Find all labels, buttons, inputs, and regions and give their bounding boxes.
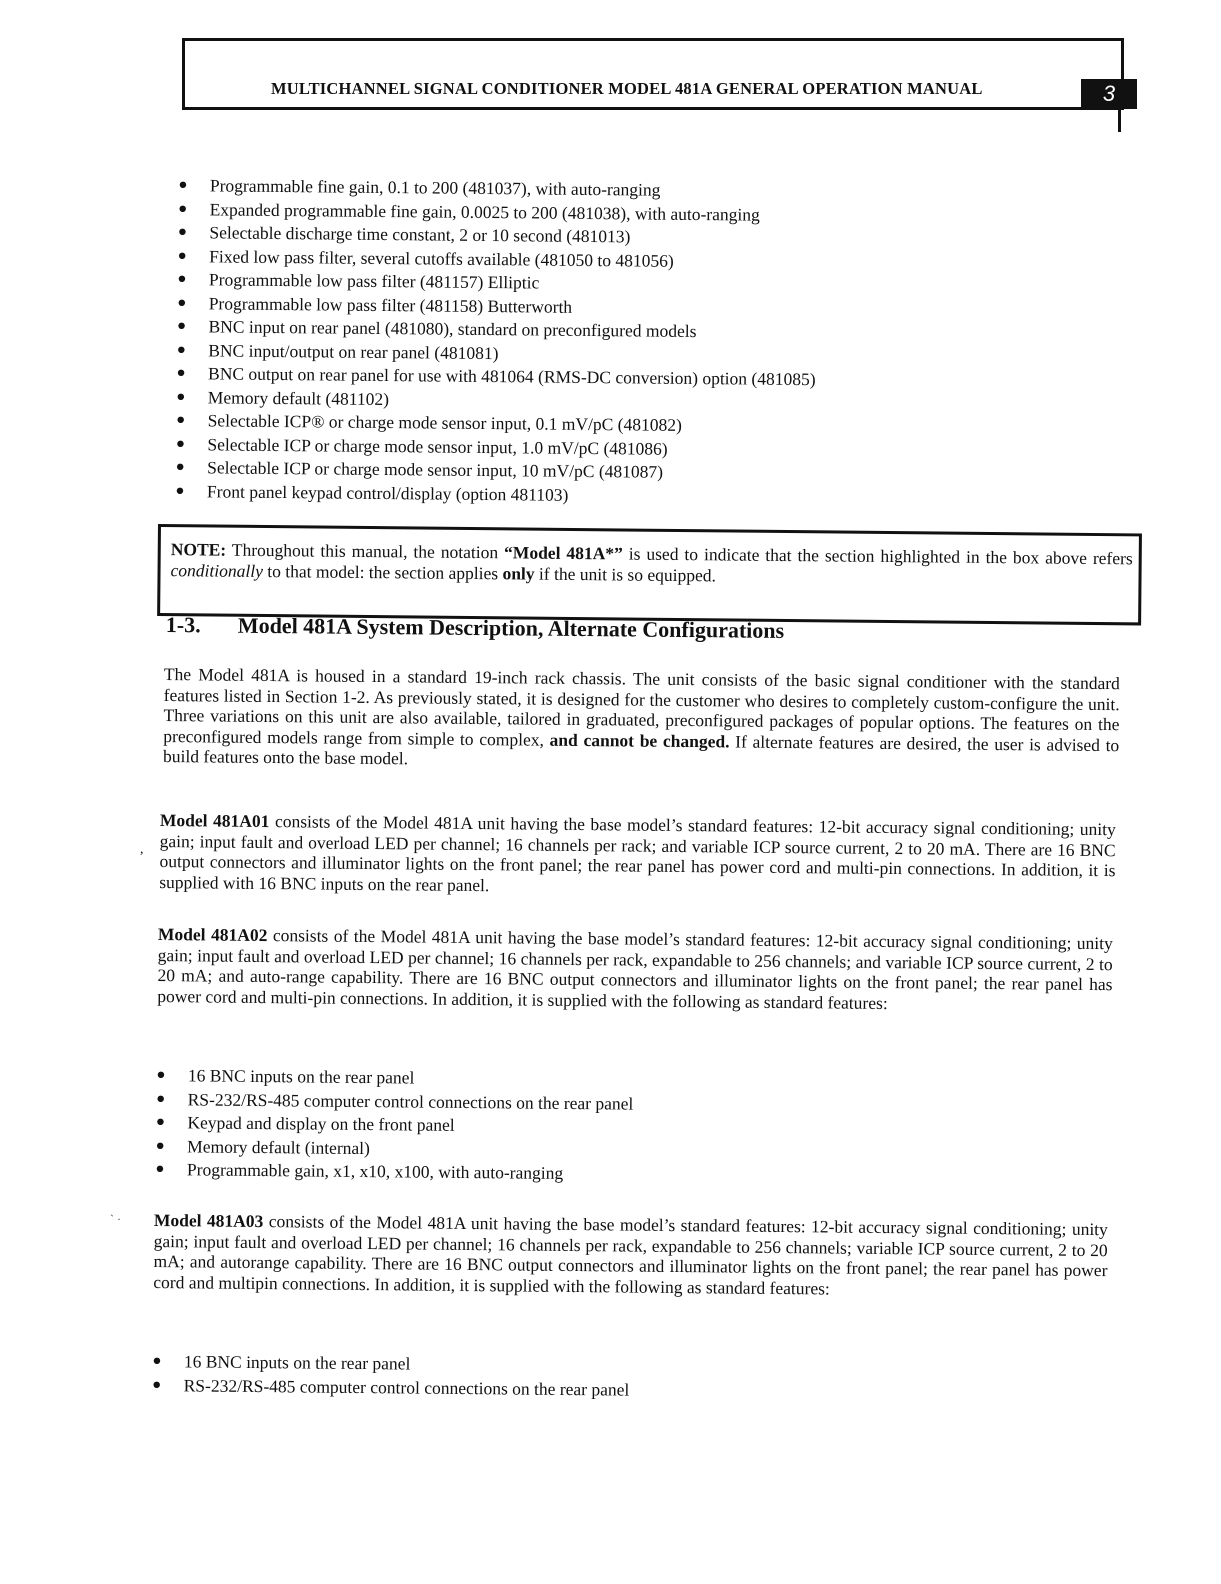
header-divider bbox=[1118, 100, 1121, 132]
model-a01-paragraph: Model 481A01 consists of the Model 481A unit having the base model’s standard features: 12-bit accuracy signal conditioning; unity gain; input fault and overload LED per channel; 16 channels per rack; and variable ICP source current, 2 to 20 mA. There are 16 BNC output connectors and illuminator lights on the front panel; the rear panel has power cord and multi-pin connections. In addition, it is supplied with 16 BNC inputs on the rear panel. bbox=[159, 810, 1116, 895]
list-item: ● BNC input on rear panel (481080), standard on preconfigured models bbox=[172, 315, 816, 345]
list-item: ● RS-232/RS-485 computer control connections on the rear panel bbox=[148, 1373, 630, 1401]
list-item: ● BNC input/output on rear panel (481081) bbox=[172, 338, 816, 368]
section-number: 1-3. bbox=[165, 612, 201, 638]
list-item: ● Memory default (481102) bbox=[172, 385, 816, 415]
bullet-icon: ● bbox=[176, 412, 186, 429]
list-item: ● Programmable low pass filter (481158) Butterworth bbox=[173, 291, 817, 321]
list-item: ● Selectable ICP® or charge mode sensor input, 0.1 mV/pC (481082) bbox=[172, 409, 816, 439]
bullet-icon: ● bbox=[176, 341, 186, 358]
list-item: ● Fixed low pass filter, several cutoffs available (481050 to 481056) bbox=[173, 244, 817, 274]
scan-artifact-mark: ` · bbox=[110, 1212, 121, 1226]
intro-paragraph: The Model 481A is housed in a standard 19-inch rack chassis. The unit consists of the basic signal conditioner with the standard features listed in Section 1-2. As previously stated, it is designed for the customer who desires to completely custom-configure the unit. Three variations on this unit are also available, tailored in graduated, preconfigured packages of popular options. The features on the preconfigured models range from simple to complex, and cannot be changed. If alternate features are desired, the user is advised to build features onto the base model. bbox=[163, 664, 1120, 769]
bullet-icon: ● bbox=[156, 1090, 166, 1107]
bullet-icon: ● bbox=[175, 459, 185, 476]
bullet-icon: ● bbox=[178, 200, 188, 217]
section-heading bbox=[166, 612, 785, 644]
bullet-icon: ● bbox=[178, 177, 188, 194]
bullet-icon: ● bbox=[176, 388, 186, 405]
bullet-icon: ● bbox=[175, 482, 185, 499]
bullet-icon: ● bbox=[176, 365, 186, 382]
model-a03-paragraph: Model 481A03 consists of the Model 481A unit having the base model’s standard features: 12-bit accuracy signal conditioning; unity gain; input fault and overload LED per channel; 16 channels per rack, expandable to 256 channels; variable ICP source current, 2 to 20 mA; and autorange capability. There are 16 BNC output connectors and illuminator lights on the front panel; the rear panel has power cord and multipin connections. In addition, it is supplied with the following as standard features: bbox=[153, 1210, 1108, 1298]
list-item: ● 16 BNC inputs on the rear panel bbox=[148, 1350, 630, 1378]
bullet-icon: ● bbox=[175, 435, 186, 452]
bullet-icon: ● bbox=[177, 247, 187, 264]
bullet-icon: ● bbox=[156, 1067, 166, 1084]
options-list bbox=[171, 174, 818, 509]
list-item: ● 16 BNC inputs on the rear panel bbox=[152, 1064, 634, 1092]
list-item: ● Selectable ICP or charge mode sensor input, 10 mV/pC (481087) bbox=[171, 456, 815, 486]
model-a03-features bbox=[148, 1350, 630, 1402]
bullet-icon: ● bbox=[177, 224, 188, 241]
bullet-icon: ● bbox=[177, 294, 187, 311]
note-text: NOTE: Throughout this manual, the notation “Model 481A*” is used to indicate that the section highlighted in the box above refers conditionally to that model: the section applies only if the unit is so equipped. bbox=[170, 539, 1133, 586]
list-item: ● Programmable gain, x1, x10, x100, with auto-ranging bbox=[151, 1158, 633, 1186]
note-box bbox=[157, 524, 1142, 625]
list-item: ● RS-232/RS-485 computer control connections on the rear panel bbox=[152, 1087, 634, 1115]
bullet-icon: ● bbox=[177, 271, 187, 288]
header-title: MULTICHANNEL SIGNAL CONDITIONER MODEL 481A GENERAL OPERATION MANUAL bbox=[271, 79, 983, 98]
list-item: ● Memory default (internal) bbox=[151, 1134, 633, 1162]
list-item: ● Programmable low pass filter (481157) Elliptic bbox=[173, 268, 817, 298]
list-item: ● Programmable fine gain, 0.1 to 200 (481037), with auto-ranging bbox=[174, 174, 818, 204]
model-a02-paragraph: Model 481A02 consists of the Model 481A unit having the base model’s standard features: 12-bit accuracy signal conditioning; unity gain; input fault and overload LED per channel; 16 channels per rack, expandable to 256 channels; and variable ICP source current, 2 to 20 mA; and auto-range capability. There are 16 BNC output connectors and illuminator lights on the front panel; the rear panel has power cord and multi-pin connections. In addition, it is supplied with the following as standard features: bbox=[157, 924, 1113, 1013]
list-item: ● Keypad and display on the front panel bbox=[151, 1111, 633, 1139]
bullet-icon: ● bbox=[152, 1376, 162, 1393]
list-item: ● Selectable ICP or charge mode sensor input, 1.0 mV/pC (481086) bbox=[171, 432, 815, 462]
list-item: ● Front panel keypad control/display (option 481103) bbox=[171, 479, 815, 509]
list-item: ● Selectable discharge time constant, 2 or 10 second (481013) bbox=[173, 221, 817, 251]
bullet-icon: ● bbox=[152, 1353, 162, 1370]
model-a02-features bbox=[151, 1064, 634, 1186]
bullet-icon: ● bbox=[155, 1114, 166, 1131]
bullet-icon: ● bbox=[155, 1137, 165, 1154]
list-item: ● BNC output on rear panel for use with 481064 (RMS-DC conversion) option (481085) bbox=[172, 362, 816, 392]
page-header bbox=[182, 38, 1124, 110]
bullet-icon: ● bbox=[155, 1161, 165, 1178]
page-number: 3 bbox=[1081, 79, 1137, 109]
bullet-icon: ● bbox=[176, 318, 187, 335]
section-title: Model 481A System Description, Alternate Configurations bbox=[237, 612, 785, 643]
list-item: ● Expanded programmable fine gain, 0.0025 to 200 (481038), with auto-ranging bbox=[174, 197, 818, 227]
scan-artifact-mark: , bbox=[140, 842, 144, 857]
